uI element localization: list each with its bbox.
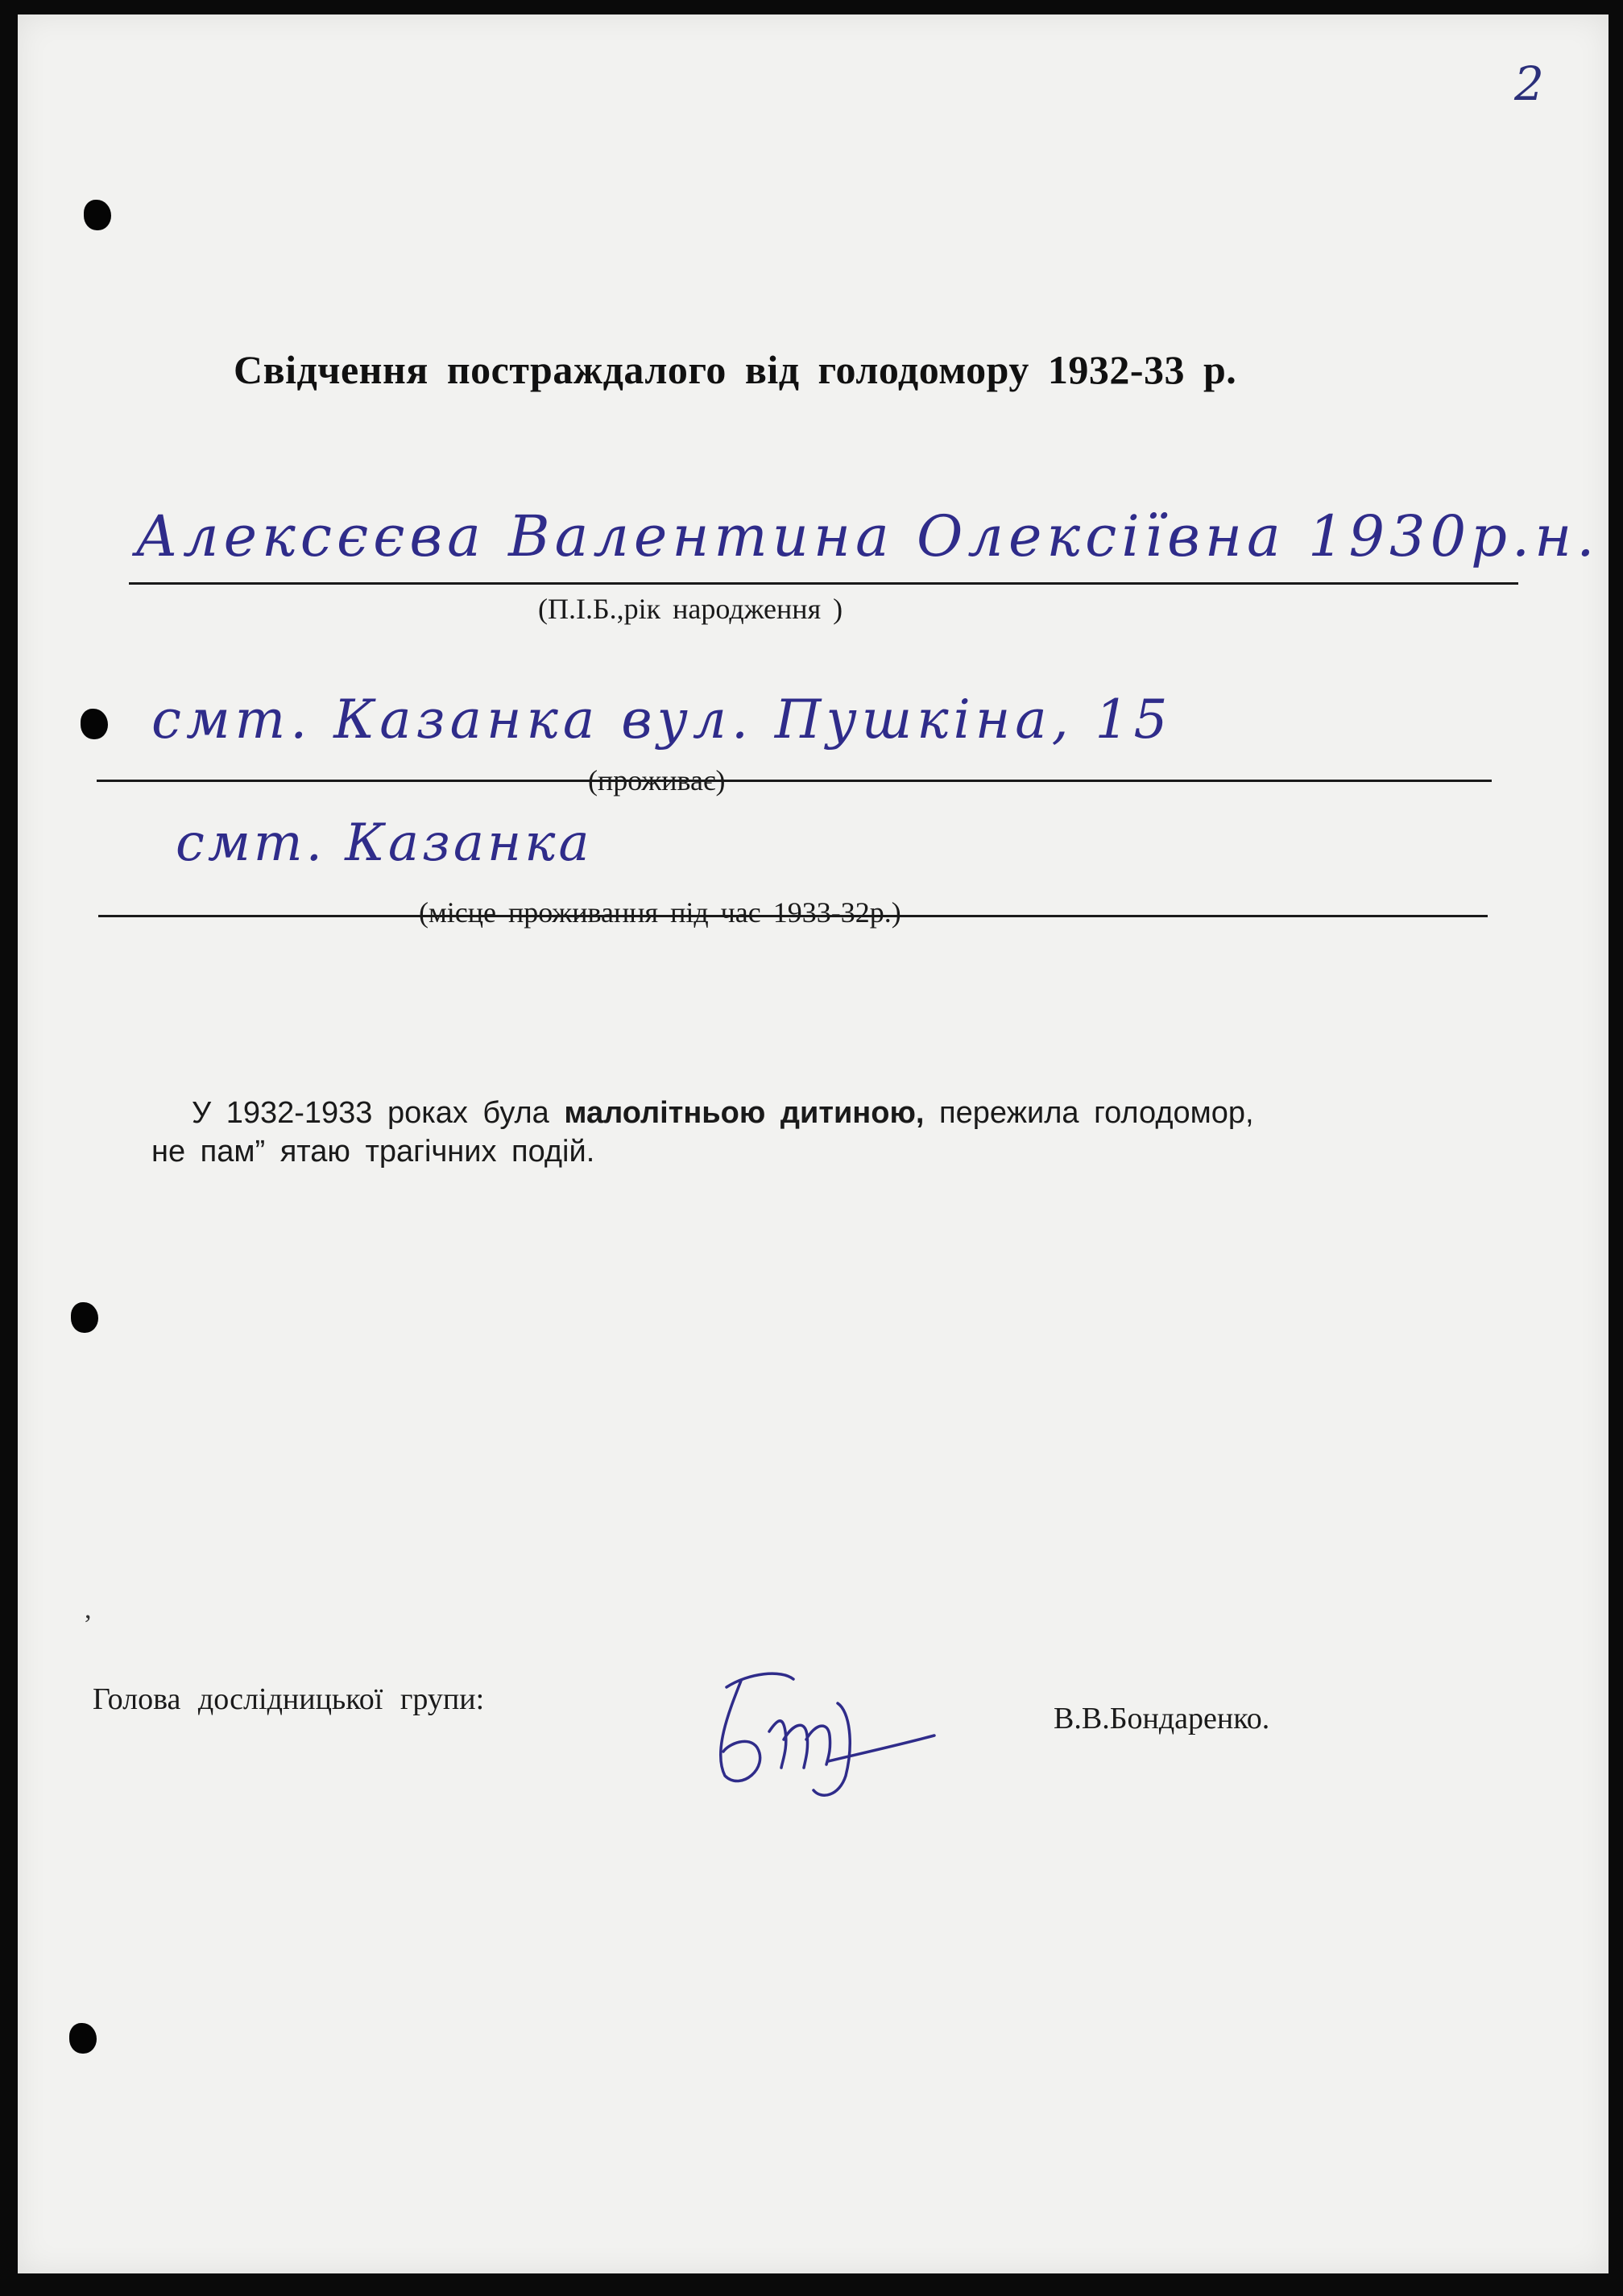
residence-caption: (проживає) [588,764,726,796]
testimony-part2: пережила голодомор, [924,1096,1254,1130]
punch-hole [69,2023,97,2054]
name-line [129,582,1518,585]
place-caption: (місце проживання під час 1933-32р.) [419,896,901,929]
signature-label: Голова дослідницької групи: [93,1682,485,1716]
testimony-bold: малолітньою дитиною, [564,1096,925,1130]
testimony-part1: У 1932-1933 роках була [192,1096,565,1130]
handwritten-place: смт. Казанка [176,813,593,873]
document-title: Свідчення постраждалого від голодомору 1932-33 р. [234,347,1237,392]
name-caption: (П.І.Б.,рік народження ) [538,593,843,625]
handwritten-signature [693,1655,950,1808]
handwritten-name: Алексєєва Валентина Олексіївна 1930р.н. [135,503,1600,569]
residence-line [97,780,1492,782]
stray-comma: , [85,1595,92,1624]
punch-hole [81,709,108,739]
testimony-text [151,1094,1408,1171]
testimony-line2: не пам” ятаю трагічних подій. [151,1135,595,1169]
signer-name: В.В.Бондаренко. [1054,1702,1270,1735]
punch-hole [71,1302,98,1333]
page-number: 2 [1514,56,1544,111]
punch-hole [84,200,111,230]
handwritten-residence: смт. Казанка вул. Пушкіна, 15 [151,689,1173,751]
